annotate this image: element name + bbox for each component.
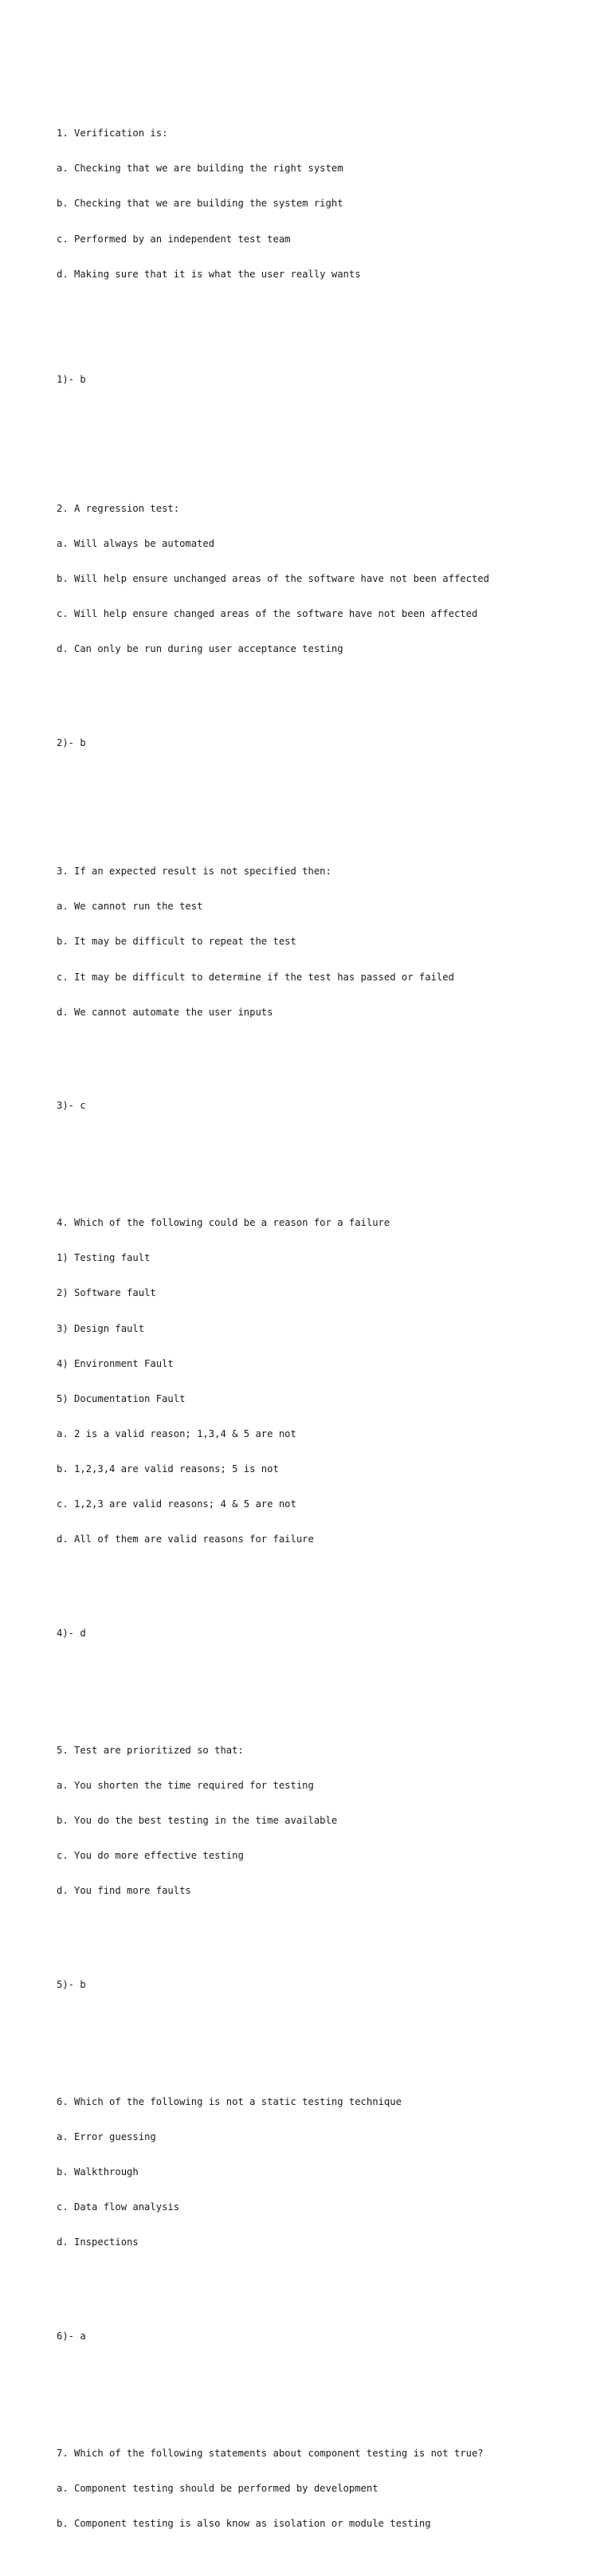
option: c. Performed by an independent test team <box>57 233 291 245</box>
option: c. Data flow analysis <box>57 2201 180 2213</box>
option: c. It may be difficult to determine if the test has passed or failed <box>57 971 454 983</box>
option: c. You do more effective testing <box>57 1849 244 1861</box>
option: c. Will help ensure changed areas of the software have not been affected <box>57 607 478 619</box>
option: d. Making sure that it is what the user really wants <box>57 268 361 280</box>
option: a. We cannot run the test <box>57 901 203 913</box>
answer: 4)- d <box>57 1627 86 1639</box>
question-7 <box>57 2424 598 2553</box>
question-stem: 2. A regression test: <box>57 502 180 514</box>
option: 2) Software fault <box>57 1287 156 1299</box>
option: a. Component testing should be performed by development <box>57 2482 379 2494</box>
option: b. 1,2,3,4 are valid reasons; 5 is not <box>57 1463 279 1475</box>
option: b. Will help ensure unchanged areas of the software have not been affected <box>57 572 489 584</box>
question-5 <box>57 1721 598 1920</box>
question-2 <box>57 479 598 678</box>
answer: 5)- b <box>57 1978 86 1990</box>
option: b. Walkthrough <box>57 2166 139 2177</box>
answer: 3)- c <box>57 1100 86 1112</box>
question-stem: 3. If an expected result is not specified then: <box>57 866 332 878</box>
answer: 6)- a <box>57 2330 86 2342</box>
question-3 <box>57 842 598 1042</box>
option: d. Inspections <box>57 2236 139 2248</box>
answer: 1)- b <box>57 373 86 385</box>
question-stem: 4. Which of the following could be a reason for a failure <box>57 1217 390 1229</box>
option: b. Checking that we are building the system right <box>57 198 343 210</box>
option: d. Can only be run during user acceptance testing <box>57 642 343 654</box>
option: b. You do the best testing in the time available <box>57 1814 338 1826</box>
question-stem: 5. Test are prioritized so that: <box>57 1744 244 1756</box>
option: b. It may be difficult to repeat the test <box>57 936 296 948</box>
option: a. You shorten the time required for testing <box>57 1779 314 1791</box>
question-6 <box>57 2072 598 2272</box>
option: a. Checking that we are building the right system <box>57 163 343 175</box>
question-stem: 7. Which of the following statements about component testing is not true? <box>57 2447 484 2459</box>
question-stem: 1. Verification is: <box>57 128 168 139</box>
option: 4) Environment Fault <box>57 1357 174 1369</box>
option: a. 2 is a valid reason; 1,3,4 & 5 are not <box>57 1427 296 1439</box>
option: a. Will always be automated <box>57 537 215 549</box>
option: d. You find more faults <box>57 1885 191 1897</box>
answer: 2)- b <box>57 736 86 748</box>
question-4 <box>57 1194 598 1569</box>
option: c. 1,2,3 are valid reasons; 4 & 5 are not <box>57 1498 296 1510</box>
option: a. Error guessing <box>57 2130 156 2142</box>
option: d. We cannot automate the user inputs <box>57 1006 273 1018</box>
option: d. All of them are valid reasons for failure <box>57 1533 314 1545</box>
question-stem: 6. Which of the following is not a static testing technique <box>57 2095 402 2107</box>
option: 5) Documentation Fault <box>57 1392 186 1404</box>
document-page <box>57 57 598 2576</box>
question-1 <box>57 104 598 304</box>
option: 1) Testing fault <box>57 1252 151 1264</box>
option: 3) Design fault <box>57 1322 145 1334</box>
option: b. Component testing is also know as isolation or module testing <box>57 2517 431 2529</box>
